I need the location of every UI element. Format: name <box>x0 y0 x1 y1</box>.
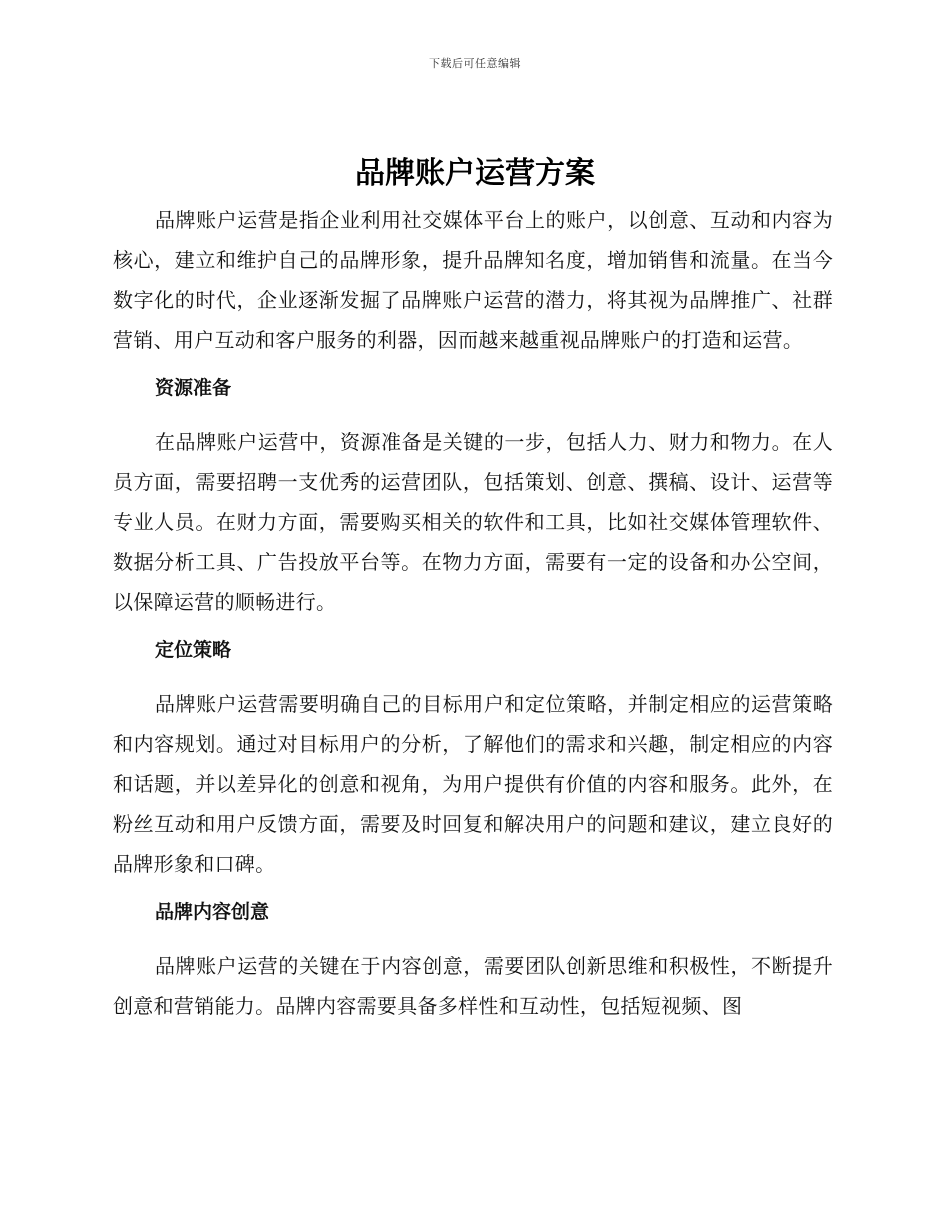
document-title: 品牌账户运营方案 <box>355 156 595 191</box>
document-body <box>113 200 833 1026</box>
section-paragraph: 品牌账户运营需要明确自己的目标用户和定位策略，并制定相应的运营策略和内容规划。通过对目标用户的分析，了解他们的需求和兴趣，制定相应的内容和话题，并以差异化的创意和视角，为用户提供有价值的内容和服务。此外，在粉丝互动和用户反馈方面，需要及时回复和解决用户的问题和建议，建立良好的品牌形象和口碑。 <box>113 692 833 876</box>
section-positioning <box>113 622 833 884</box>
section-paragraph: 品牌账户运营的关键在于内容创意，需要团队创新思维和积极性，不断提升创意和营销能力。品牌内容需要具备多样性和互动性，包括短视频、图 <box>113 954 833 1018</box>
section-resources <box>113 360 833 622</box>
page-header-note: 下载后可任意编辑 <box>429 57 521 70</box>
intro-paragraph: 品牌账户运营是指企业利用社交媒体平台上的账户，以创意、互动和内容为核心，建立和维护自己的品牌形象，提升品牌知名度，增加销售和流量。在当今数字化的时代，企业逐渐发掘了品牌账户运营的潜力，将其视为品牌推广、社群营销、用户互动和客户服务的利器，因而越来越重视品牌账户的打造和运营。 <box>113 208 833 352</box>
section-heading: 品牌内容创意 <box>155 901 270 923</box>
section-paragraph: 在品牌账户运营中，资源准备是关键的一步，包括人力、财力和物力。在人员方面，需要招聘一支优秀的运营团队，包括策划、创意、撰稿、设计、运营等专业人员。在财力方面，需要购买相关的软件和工具，比如社交媒体管理软件、数据分析工具、广告投放平台等。在物力方面，需要有一定的设备和办公空间，以保障运营的顺畅进行。 <box>113 430 833 614</box>
section-heading: 定位策略 <box>155 639 232 661</box>
section-heading: 资源准备 <box>155 377 232 399</box>
section-content-creative <box>113 884 833 1026</box>
